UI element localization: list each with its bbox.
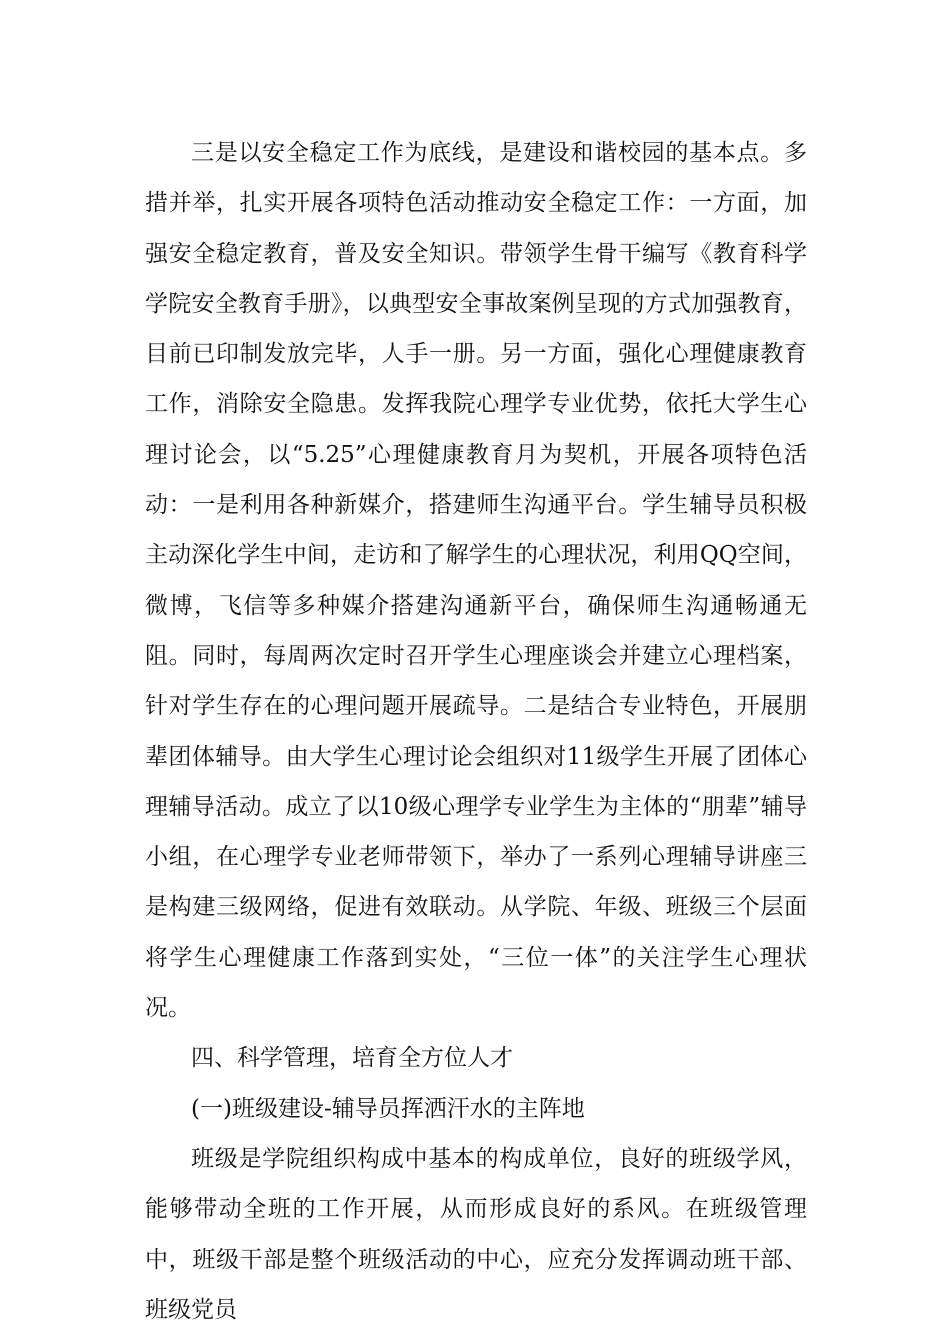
subsection-heading-class-building: (一)班级建设-辅导员挥洒汗水的主阵地 — [191, 1095, 585, 1122]
document-body — [145, 128, 807, 1335]
paragraph-class-management: 班级是学院组织构成中基本的构成单位，良好的班级学风，能够带动全班的工作开展，从而形成良好的系风。在班级管理中，班级干部是整个班级活动的中心，应充分发挥调动班干部、班级党员 — [145, 1145, 807, 1323]
paragraph-safety-stability: 三是以安全稳定工作为底线，是建设和谐校园的基本点。多措并举，扎实开展各项特色活动推动安全稳定工作：一方面，加强安全稳定教育，普及安全知识。带领学生骨干编写《教育科学学院安全教育手册》，以典型安全事故案例呈现的方式加强教育，目前已印制发放完毕，人手一册。另一方面，强化心理健康教育工作，消除安全隐患。发挥我院心理学专业优势，依托大学生心理讨论会，以“5.25”心理健康教育月为契机，开展各项特色活动：一是利用各种新媒介，搭建师生沟通平台。学生辅导员积极主动深化学生中间，走访和了解学生的心理状况，利用QQ空间，微博，飞信等多种媒介搭建沟通新平台，确保师生沟通畅通无阻。同时，每周两次定时召开学生心理座谈会并建立心理档案，针对学生存在的心理问题开展疏导。二是结合专业特色，开展朋辈团体辅导。由大学生心理讨论会组织对11级学生开展了团体心理辅导活动。成立了以10级心理学专业学生为主体的“朋辈”辅导小组，在心理学专业老师带领下，举办了一系列心理辅导讲座三是构建三级网络，促进有效联动。从学院、年级、班级三个层面将学生心理健康工作落到实处，“三位一体”的关注学生心理状况。 — [145, 140, 807, 1022]
section-heading-management: 四、科学管理，培育全方位人才 — [191, 1045, 513, 1072]
